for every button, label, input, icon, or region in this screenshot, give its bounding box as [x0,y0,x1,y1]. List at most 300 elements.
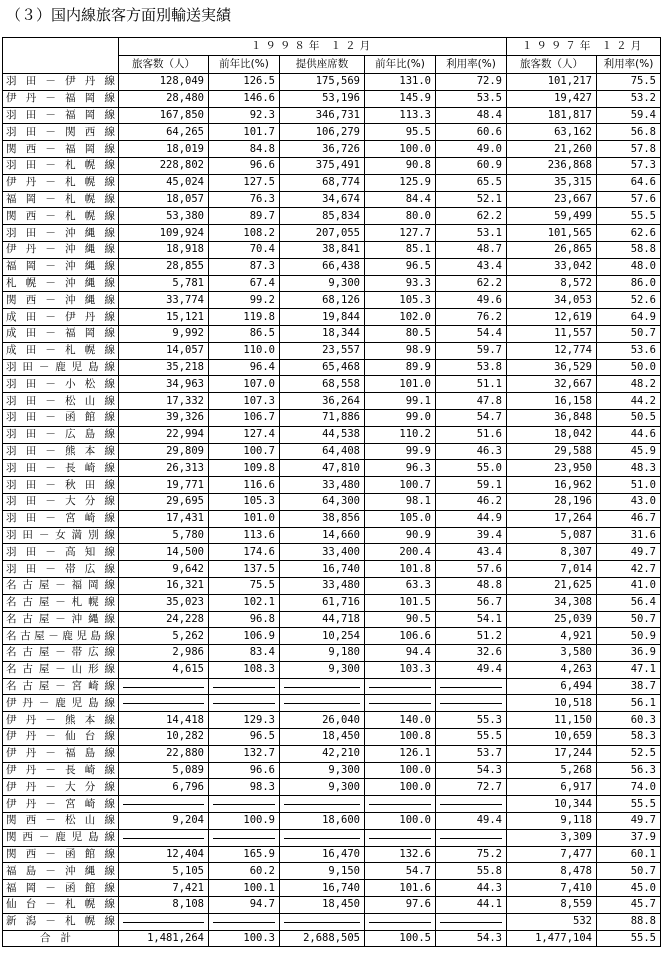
route-name-cell: 羽田－鹿児島線 [3,359,119,376]
cell-lf97: 37.9 [597,829,661,846]
table-row [3,813,661,830]
cell-pax97: 101,565 [507,225,597,242]
route-name-cell: 名古屋－帯広線 [3,645,119,662]
table-row [3,191,661,208]
cell-lf97: 52.5 [597,745,661,762]
cell-lf97: 45.0 [597,880,661,897]
cell-yoy: 119.8 [209,309,280,326]
route-name-cell: 伊丹－鹿児島線 [3,695,119,712]
cell-lf97: 48.3 [597,460,661,477]
cell-seats: 9,180 [280,645,365,662]
cell-seats: 68,126 [280,292,365,309]
route-table [2,37,661,947]
route-name-cell: 名古屋－宮崎線 [3,678,119,695]
table-row [3,460,661,477]
cell-seat-yoy: 100.0 [365,813,436,830]
cell-pax98: 14,500 [119,544,209,561]
cell-seats: 9,300 [280,661,365,678]
cell-yoy: 100.1 [209,880,280,897]
cell-seats: 47,810 [280,460,365,477]
cell-pax98: 35,218 [119,359,209,376]
cell-seats: 44,538 [280,426,365,443]
cell-seat-yoy: 99.9 [365,443,436,460]
cell-lf98: 46.2 [436,493,507,510]
cell-seat-yoy: 90.5 [365,611,436,628]
cell-lf98: 54.3 [436,762,507,779]
cell-seat-yoy: 105.0 [365,510,436,527]
table-row [3,225,661,242]
cell-seat-yoy: 101.6 [365,880,436,897]
cell-seats: 71,886 [280,409,365,426]
table-row [3,292,661,309]
cell-yoy: 137.5 [209,561,280,578]
route-name-cell: 名古屋－福岡線 [3,577,119,594]
cell-seats: 36,264 [280,393,365,410]
cell-pax98: 17,431 [119,510,209,527]
cell-seat-yoy: 84.4 [365,191,436,208]
cell-seats: 18,450 [280,897,365,914]
empty-cell-dash [365,913,436,930]
table-row [3,124,661,141]
table-row [3,275,661,292]
empty-cell-dash [280,678,365,695]
empty-cell-dash [209,695,280,712]
cell-yoy: 100.7 [209,443,280,460]
cell-pax97: 3,580 [507,645,597,662]
cell-yoy: 106.9 [209,628,280,645]
cell-pax98: 29,809 [119,443,209,460]
cell-pax97: 10,344 [507,796,597,813]
cell-pax97: 16,158 [507,393,597,410]
cell-pax98: 19,771 [119,477,209,494]
total-label: 合計 [3,930,119,947]
cell-pax97: 9,118 [507,813,597,830]
table-row [3,745,661,762]
cell-yoy: 101.7 [209,124,280,141]
cell-lf97: 45.7 [597,897,661,914]
cell-lf98: 49.6 [436,292,507,309]
empty-cell-dash [209,913,280,930]
cell-pax98: 15,121 [119,309,209,326]
cell-yoy: 110.0 [209,342,280,359]
cell-seats: 106,279 [280,124,365,141]
cell-lf97: 48.0 [597,258,661,275]
cell-yoy: 99.2 [209,292,280,309]
table-row [3,645,661,662]
cell-pax97: 29,588 [507,443,597,460]
table-row [3,796,661,813]
cell-seat-yoy: 90.9 [365,527,436,544]
cell-lf97: 44.2 [597,393,661,410]
empty-cell-dash [436,695,507,712]
cell-pax98: 24,228 [119,611,209,628]
cell-pax97: 11,557 [507,325,597,342]
total-lf97: 55.5 [597,930,661,947]
col-header-yoy: 前年比(%) [209,56,280,74]
empty-cell-dash [436,678,507,695]
cell-yoy: 67.4 [209,275,280,292]
cell-yoy: 96.5 [209,729,280,746]
empty-cell-dash [436,913,507,930]
cell-lf98: 62.2 [436,275,507,292]
empty-cell-dash [119,913,209,930]
cell-lf97: 50.7 [597,863,661,880]
cell-lf97: 56.3 [597,762,661,779]
cell-seat-yoy: 132.6 [365,846,436,863]
cell-seats: 36,726 [280,141,365,158]
total-seats: 2,688,505 [280,930,365,947]
cell-seat-yoy: 85.1 [365,241,436,258]
cell-lf97: 53.6 [597,342,661,359]
cell-lf98: 52.1 [436,191,507,208]
cell-seat-yoy: 99.1 [365,393,436,410]
cell-pax97: 6,494 [507,678,597,695]
cell-pax97: 63,162 [507,124,597,141]
cell-lf97: 60.3 [597,712,661,729]
cell-pax97: 101,217 [507,74,597,91]
table-row [3,493,661,510]
cell-seat-yoy: 80.5 [365,325,436,342]
cell-lf98: 54.4 [436,325,507,342]
cell-pax97: 7,014 [507,561,597,578]
cell-yoy: 109.8 [209,460,280,477]
cell-seat-yoy: 100.7 [365,477,436,494]
cell-lf97: 58.8 [597,241,661,258]
table-row [3,561,661,578]
cell-lf98: 44.9 [436,510,507,527]
cell-lf97: 56.1 [597,695,661,712]
cell-pax98: 2,986 [119,645,209,662]
cell-seat-yoy: 125.9 [365,174,436,191]
cell-lf97: 56.8 [597,124,661,141]
table-row [3,141,661,158]
route-name-cell: 羽田－伊丹線 [3,74,119,91]
cell-pax97: 23,667 [507,191,597,208]
cell-pax97: 35,315 [507,174,597,191]
cell-pax97: 5,087 [507,527,597,544]
cell-lf97: 60.1 [597,846,661,863]
empty-cell-dash [365,829,436,846]
cell-seat-yoy: 105.3 [365,292,436,309]
cell-pax97: 36,848 [507,409,597,426]
cell-seat-yoy: 200.4 [365,544,436,561]
cell-seats: 64,300 [280,493,365,510]
route-name-cell: 関西－札幌線 [3,208,119,225]
cell-lf97: 56.4 [597,594,661,611]
cell-seat-yoy: 94.4 [365,645,436,662]
cell-yoy: 76.3 [209,191,280,208]
col-header-pax97: 旅客数（人） [507,56,597,74]
cell-pax97: 6,917 [507,779,597,796]
cell-pax98: 29,695 [119,493,209,510]
cell-pax98: 28,480 [119,90,209,107]
cell-lf98: 46.3 [436,443,507,460]
cell-pax98: 14,418 [119,712,209,729]
cell-pax97: 181,817 [507,107,597,124]
cell-seats: 68,558 [280,376,365,393]
empty-cell-dash [280,695,365,712]
cell-seats: 44,718 [280,611,365,628]
table-row [3,426,661,443]
cell-yoy: 108.3 [209,661,280,678]
route-name-cell: 伊丹－熊本線 [3,712,119,729]
cell-lf97: 55.5 [597,796,661,813]
cell-pax97: 4,263 [507,661,597,678]
table-row [3,443,661,460]
cell-lf98: 72.7 [436,779,507,796]
total-yoy: 100.3 [209,930,280,947]
cell-lf98: 59.7 [436,342,507,359]
cell-seats: 38,856 [280,510,365,527]
cell-seats: 18,344 [280,325,365,342]
total-pax97: 1,477,104 [507,930,597,947]
table-row [3,762,661,779]
cell-seat-yoy: 126.1 [365,745,436,762]
cell-pax98: 12,404 [119,846,209,863]
route-name-cell: 羽田－関西線 [3,124,119,141]
cell-yoy: 87.3 [209,258,280,275]
cell-pax97: 3,309 [507,829,597,846]
cell-seats: 346,731 [280,107,365,124]
cell-pax98: 5,262 [119,628,209,645]
cell-lf98: 62.2 [436,208,507,225]
cell-lf97: 48.2 [597,376,661,393]
cell-pax97: 34,308 [507,594,597,611]
header-row-period [3,38,661,56]
table-row [3,157,661,174]
cell-seat-yoy: 106.6 [365,628,436,645]
route-name-cell: 伊丹－大分線 [3,779,119,796]
cell-lf97: 47.1 [597,661,661,678]
route-name-cell: 羽田－秋田線 [3,477,119,494]
cell-seat-yoy: 97.6 [365,897,436,914]
cell-lf98: 54.1 [436,611,507,628]
cell-pax98: 14,057 [119,342,209,359]
cell-lf97: 49.7 [597,813,661,830]
total-seat-yoy: 100.5 [365,930,436,947]
cell-seats: 175,569 [280,74,365,91]
cell-seat-yoy: 93.3 [365,275,436,292]
route-name-cell: 伊丹－仙台線 [3,729,119,746]
cell-pax98: 53,380 [119,208,209,225]
cell-pax97: 10,659 [507,729,597,746]
empty-cell-dash [280,913,365,930]
route-name-cell: 福島－沖縄線 [3,863,119,880]
route-name-cell: 伊丹－沖縄線 [3,241,119,258]
cell-yoy: 96.4 [209,359,280,376]
cell-pax98: 22,880 [119,745,209,762]
cell-seat-yoy: 131.0 [365,74,436,91]
table-row [3,174,661,191]
empty-cell-dash [119,695,209,712]
cell-lf97: 58.3 [597,729,661,746]
route-name-cell: 関西－鹿児島線 [3,829,119,846]
cell-lf97: 86.0 [597,275,661,292]
cell-lf97: 50.9 [597,628,661,645]
empty-cell-dash [209,829,280,846]
cell-seat-yoy: 99.0 [365,409,436,426]
cell-lf98: 75.2 [436,846,507,863]
table-row [3,309,661,326]
cell-seats: 9,300 [280,275,365,292]
route-name-cell: 名古屋－沖縄線 [3,611,119,628]
cell-pax97: 59,499 [507,208,597,225]
cell-pax97: 236,868 [507,157,597,174]
cell-yoy: 98.3 [209,779,280,796]
cell-yoy: 100.9 [209,813,280,830]
table-row [3,594,661,611]
cell-pax98: 7,421 [119,880,209,897]
cell-lf97: 43.0 [597,493,661,510]
cell-lf97: 55.5 [597,208,661,225]
cell-lf98: 48.7 [436,241,507,258]
cell-lf97: 49.7 [597,544,661,561]
empty-cell-dash [436,796,507,813]
empty-cell-dash [119,829,209,846]
cell-seats: 207,055 [280,225,365,242]
cell-lf97: 64.6 [597,174,661,191]
cell-pax98: 28,855 [119,258,209,275]
cell-pax98: 22,994 [119,426,209,443]
cell-pax98: 34,963 [119,376,209,393]
cell-pax98: 18,057 [119,191,209,208]
route-name-cell: 羽田－高知線 [3,544,119,561]
cell-seats: 9,300 [280,762,365,779]
cell-lf98: 65.5 [436,174,507,191]
cell-lf98: 76.2 [436,309,507,326]
cell-seat-yoy: 63.3 [365,577,436,594]
cell-lf97: 44.6 [597,426,661,443]
cell-seats: 16,470 [280,846,365,863]
empty-cell-dash [119,678,209,695]
cell-seat-yoy: 100.0 [365,762,436,779]
empty-cell-dash [365,796,436,813]
cell-yoy: 83.4 [209,645,280,662]
table-row [3,897,661,914]
cell-pax98: 8,108 [119,897,209,914]
cell-seat-yoy: 90.8 [365,157,436,174]
cell-lf98: 53.7 [436,745,507,762]
cell-lf97: 50.7 [597,611,661,628]
cell-seat-yoy: 101.5 [365,594,436,611]
cell-yoy: 127.5 [209,174,280,191]
table-row [3,846,661,863]
cell-pax97: 7,477 [507,846,597,863]
cell-pax97: 8,572 [507,275,597,292]
cell-lf97: 62.6 [597,225,661,242]
cell-seat-yoy: 127.7 [365,225,436,242]
col-header-lf97: 利用率(%) [597,56,661,74]
cell-seat-yoy: 110.2 [365,426,436,443]
cell-lf97: 57.6 [597,191,661,208]
cell-seat-yoy: 98.9 [365,342,436,359]
cell-pax98: 167,850 [119,107,209,124]
route-name-cell: 成田－札幌線 [3,342,119,359]
cell-yoy: 107.3 [209,393,280,410]
cell-pax97: 34,053 [507,292,597,309]
cell-pax98: 33,774 [119,292,209,309]
table-row [3,779,661,796]
cell-lf98: 47.8 [436,393,507,410]
cell-pax98: 6,796 [119,779,209,796]
cell-seats: 85,834 [280,208,365,225]
cell-lf98: 43.4 [436,258,507,275]
cell-yoy: 75.5 [209,577,280,594]
table-row [3,74,661,91]
route-name-cell: 羽田－大分線 [3,493,119,510]
cell-seats: 34,674 [280,191,365,208]
cell-pax97: 16,962 [507,477,597,494]
route-name-cell: 関西－福岡線 [3,141,119,158]
cell-pax98: 35,023 [119,594,209,611]
cell-lf98: 51.6 [436,426,507,443]
cell-seats: 9,150 [280,863,365,880]
cell-yoy: 94.7 [209,897,280,914]
cell-lf97: 50.7 [597,325,661,342]
table-row [3,527,661,544]
cell-pax98: 16,321 [119,577,209,594]
cell-seat-yoy: 102.0 [365,309,436,326]
route-name-cell: 羽田－札幌線 [3,157,119,174]
cell-pax97: 12,619 [507,309,597,326]
cell-pax98: 64,265 [119,124,209,141]
empty-cell-dash [209,796,280,813]
route-name-cell: 関西－函館線 [3,846,119,863]
cell-yoy: 86.5 [209,325,280,342]
cell-lf98: 53.8 [436,359,507,376]
cell-seat-yoy: 100.8 [365,729,436,746]
cell-lf98: 32.6 [436,645,507,662]
cell-lf97: 64.9 [597,309,661,326]
cell-seat-yoy: 96.5 [365,258,436,275]
cell-seats: 61,716 [280,594,365,611]
table-row [3,409,661,426]
cell-lf97: 75.5 [597,74,661,91]
cell-lf97: 57.8 [597,141,661,158]
route-name-cell: 関西－松山線 [3,813,119,830]
cell-yoy: 60.2 [209,863,280,880]
route-name-cell: 羽田－帯広線 [3,561,119,578]
total-row [3,930,661,947]
cell-seats: 68,774 [280,174,365,191]
total-pax98: 1,481,264 [119,930,209,947]
route-header [3,38,119,74]
empty-cell-dash [365,678,436,695]
cell-yoy: 70.4 [209,241,280,258]
cell-lf98: 56.7 [436,594,507,611]
cell-seats: 16,740 [280,880,365,897]
route-name-cell: 仙台－札幌線 [3,897,119,914]
cell-yoy: 129.3 [209,712,280,729]
cell-seat-yoy: 145.9 [365,90,436,107]
cell-pax98: 5,105 [119,863,209,880]
route-name-cell: 伊丹－宮崎線 [3,796,119,813]
cell-lf98: 53.1 [436,225,507,242]
cell-yoy: 101.0 [209,510,280,527]
route-name-cell: 伊丹－福岡線 [3,90,119,107]
cell-lf97: 45.9 [597,443,661,460]
cell-yoy: 96.8 [209,611,280,628]
cell-seat-yoy: 100.0 [365,141,436,158]
table-row [3,611,661,628]
cell-seat-yoy: 98.1 [365,493,436,510]
cell-lf97: 42.7 [597,561,661,578]
cell-pax97: 532 [507,913,597,930]
cell-lf97: 53.2 [597,90,661,107]
cell-lf97: 52.6 [597,292,661,309]
table-row [3,241,661,258]
cell-seats: 53,196 [280,90,365,107]
